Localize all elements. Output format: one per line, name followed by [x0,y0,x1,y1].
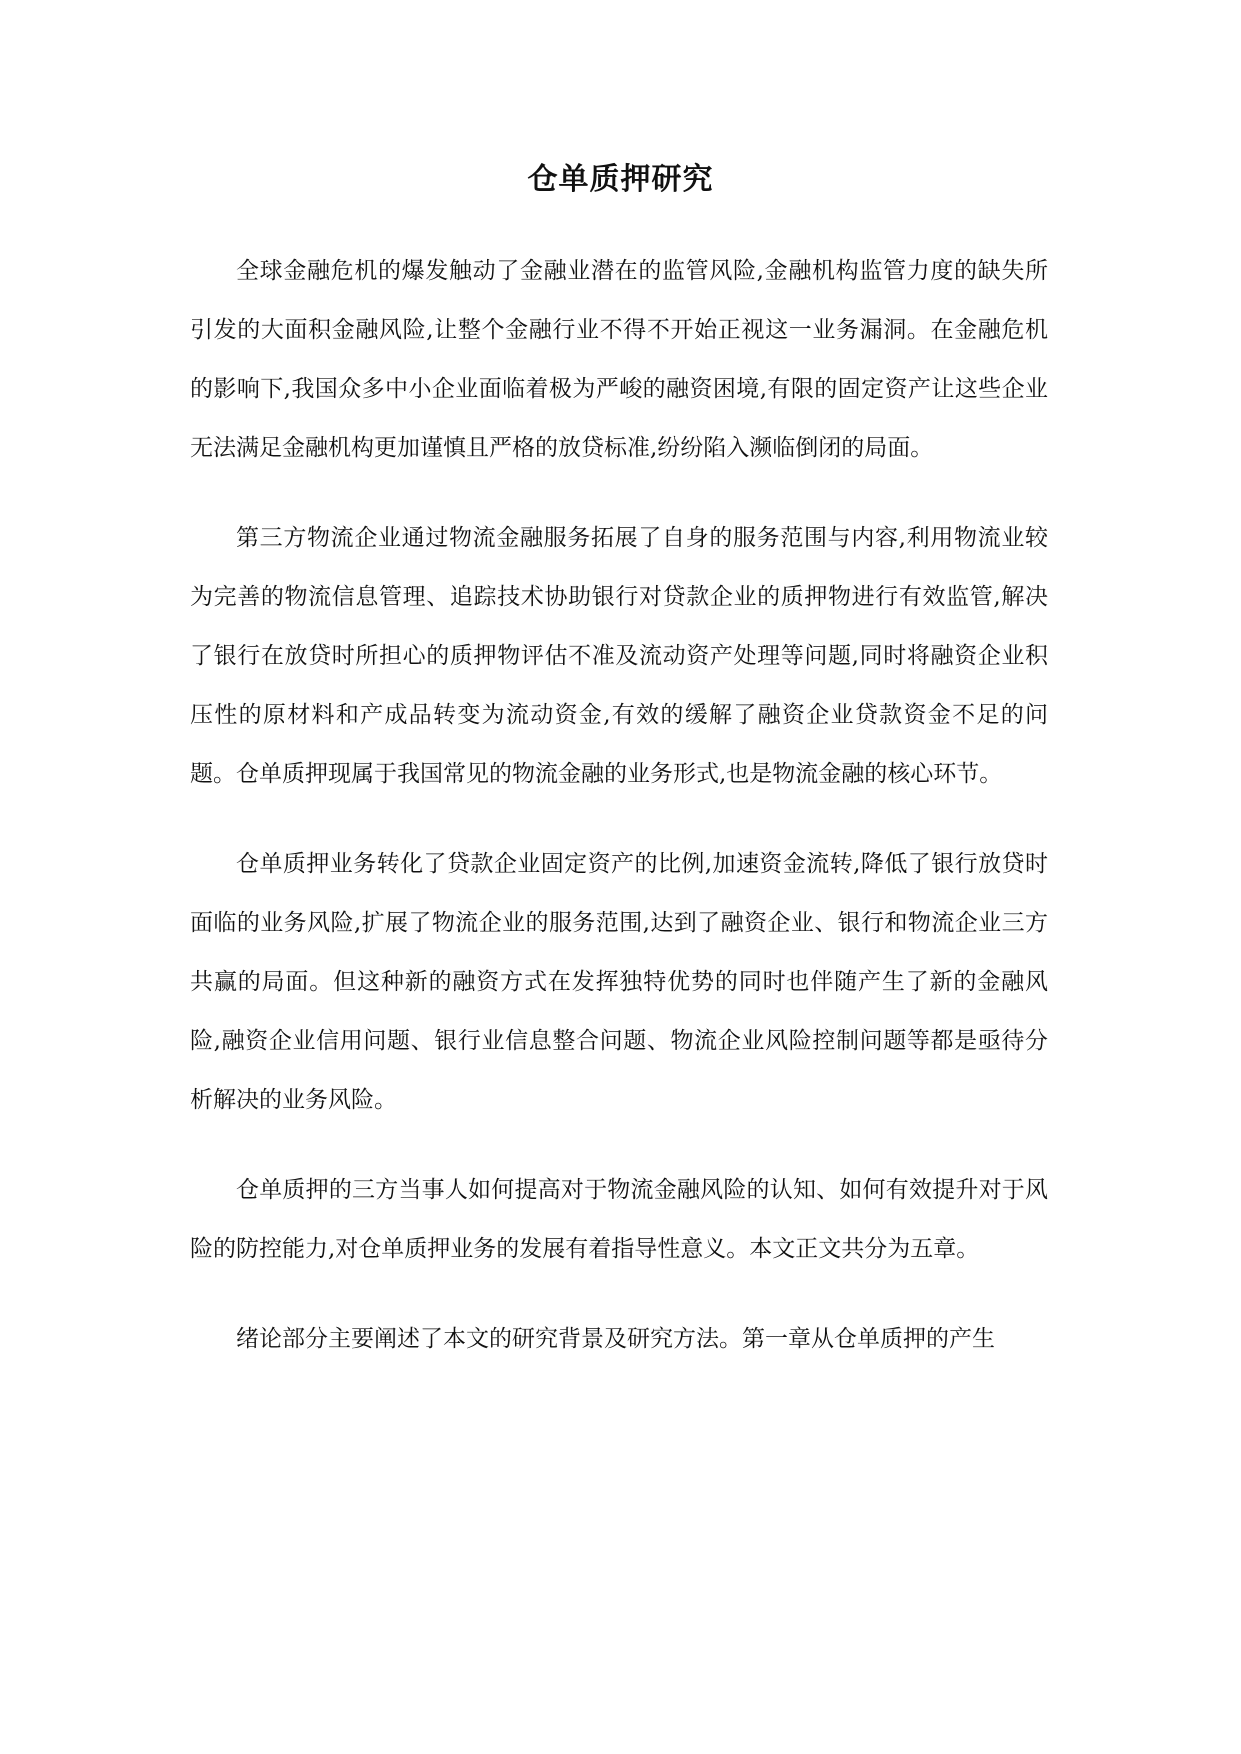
paragraph-2: 第三方物流企业通过物流金融服务拓展了自身的服务范围与内容,利用物流业较为完善的物流信息管理、追踪技术协助银行对贷款企业的质押物进行有效监管,解决了银行在放贷时所担心的质押物评估不准及流动资产处理等问题,同时将融资企业积压性的原材料和产成品转变为流动资金,有效的缓解了融资企业贷款资金不足的问题。仓单质押现属于我国常见的物流金融的业务形式,也是物流金融的核心环节。 [190,525,1048,787]
paragraph-5: 绪论部分主要阐述了本文的研究背景及研究方法。第一章从仓单质押的产生 [236,1326,995,1352]
paragraph-4: 仓单质押的三方当事人如何提高对于物流金融风险的认知、如何有效提升对于风险的防控能力,对仓单质押业务的发展有着指导性意义。本文正文共分为五章。 [190,1177,1048,1262]
paragraph-1: 全球金融危机的爆发触动了金融业潜在的监管风险,金融机构监管力度的缺失所引发的大面积金融风险,让整个金融行业不得不开始正视这一业务漏洞。在金融危机的影响下,我国众多中小企业面临着极为严峻的融资困境,有限的固定资产让这些企业无法满足金融机构更加谨慎且严格的放贷标准,纷纷陷入濒临倒闭的局面。 [190,258,1048,461]
document-title: 仓单质押研究 [527,162,714,197]
document-body [190,242,1048,1369]
paragraph-3: 仓单质押业务转化了贷款企业固定资产的比例,加速资金流转,降低了银行放贷时面临的业务风险,扩展了物流企业的服务范围,达到了融资企业、银行和物流企业三方共赢的局面。但这种新的融资方式在发挥独特优势的同时也伴随产生了新的金融风险,融资企业信用问题、银行业信息整合问题、物流企业风险控制问题等都是亟待分析解决的业务风险。 [190,851,1048,1113]
